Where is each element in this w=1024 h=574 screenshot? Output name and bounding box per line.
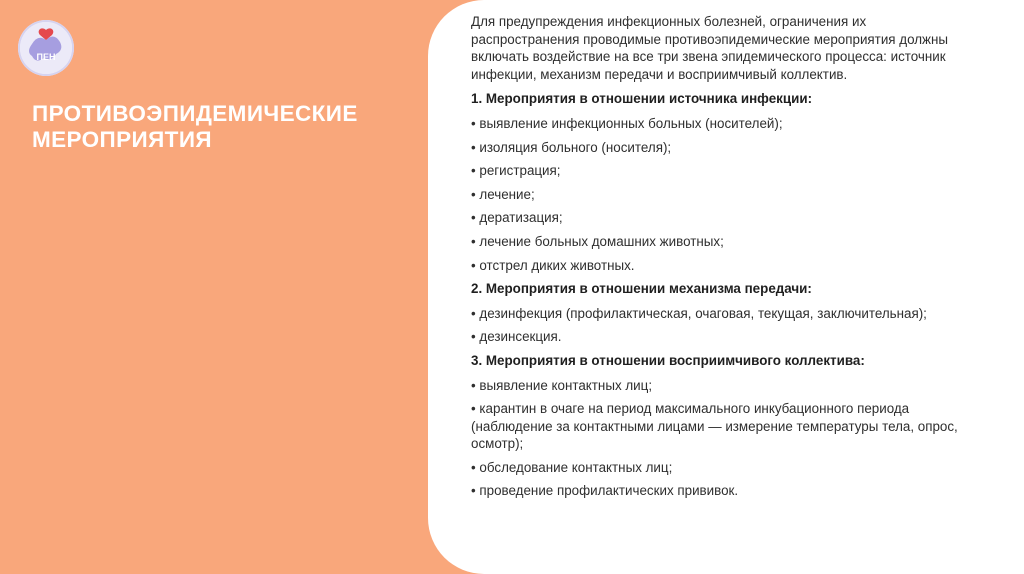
logo-text: ПЕН [36, 52, 56, 62]
list-item: • дезинсекция. [471, 329, 562, 345]
organization-logo [18, 20, 74, 76]
list-item: • регистрация; [471, 163, 561, 179]
list-item: • дератизация; [471, 210, 563, 226]
section-heading-collective: 3. Мероприятия в отношении восприимчивого коллектива: [471, 352, 865, 368]
list-item: • проведение профилактических прививок. [471, 483, 739, 499]
list-item: • выявление контактных лиц; [471, 377, 653, 393]
list-item: • изоляция больного (носителя); [471, 139, 672, 155]
slide-title [32, 101, 412, 153]
list-item: • отстрел диких животных. [471, 257, 635, 273]
section-heading-source: 1. Мероприятия в отношении источника инфекции: [471, 91, 813, 107]
list-item: • лечение больных домашних животных; [471, 233, 724, 249]
title-line-1: ПРОТИВОЭПИДЕМИЧЕСКИЕ [32, 101, 358, 126]
content-body [471, 13, 961, 506]
list-item: • выявление инфекционных больных (носителей); [471, 115, 783, 131]
title-line-2: МЕРОПРИЯТИЯ [32, 127, 212, 152]
list-item: • обследование контактных лиц; [471, 459, 673, 475]
logo-icon [18, 20, 74, 76]
section-heading-transmission: 2. Мероприятия в отношении механизма передачи: [471, 281, 812, 297]
list-item: • лечение; [471, 186, 535, 202]
list-item: • карантин в очаге на период максимального инкубационного периода (наблюдение за контактными лицами — измерение температуры тела, опрос, осмотр); [471, 401, 958, 452]
list-item: • дезинфекция (профилактическая, очаговая, текущая, заключительная); [471, 305, 927, 321]
intro-paragraph: Для предупреждения инфекционных болезней, ограничения их распространения проводимые противоэпидемические мероприятия должны включать воздействие на все три звена эпидемического процесса: источник инфекции, механизм передачи и восприимчивый коллектив. [471, 14, 949, 82]
